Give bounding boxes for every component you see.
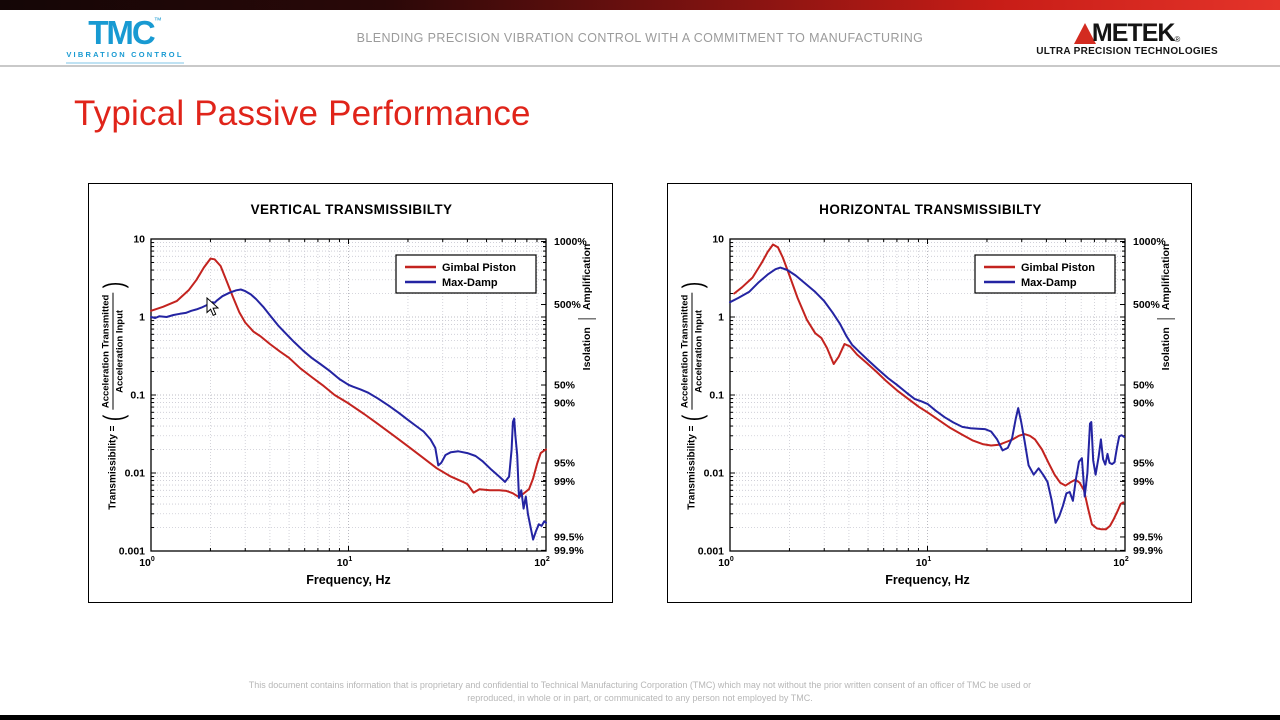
x-tick-label: $10^2$ xyxy=(1113,556,1129,569)
bottom-bar xyxy=(0,715,1280,720)
y-tick-label: 0.01 xyxy=(124,467,145,480)
right-axis-percent-label: 95% xyxy=(1133,457,1155,470)
y-tick-label: 0.001 xyxy=(697,545,724,558)
x-tick-label: $10^0$ xyxy=(718,556,734,569)
formula-numerator: Acceleration Transmitted xyxy=(100,294,112,409)
right-axis-percent-label: 50% xyxy=(554,379,576,392)
formula-denominator: Acceleration Input xyxy=(693,309,705,393)
chart-title: HORIZONTAL TRANSMISSIBILTY xyxy=(819,202,1042,217)
confidentiality-line-1: This document contains information that is proprietary and confidential to Technical Manufacturing Corporation (TMC) which may not without the prior written consent of an officer of TMC be used or xyxy=(248,680,1032,690)
legend-label: Gimbal Piston xyxy=(1021,262,1095,274)
tmc-trademark: ™ xyxy=(153,16,162,25)
right-axis-percent-label: 95% xyxy=(554,457,576,470)
open-paren: ( xyxy=(676,414,707,422)
y-tick-label: 0.1 xyxy=(709,389,724,402)
vertical-transmissibility-chart xyxy=(88,183,613,603)
horizontal-transmissibility-chart xyxy=(667,183,1192,603)
amplification-label: Amplification xyxy=(1160,243,1172,311)
right-axis-percent-label: 90% xyxy=(554,397,576,410)
right-axis-percent-label: 50% xyxy=(1133,379,1155,392)
y-tick-label: 0.001 xyxy=(118,545,145,558)
vertical-chart-plot xyxy=(89,184,614,604)
tmc-logo-text: TMC xyxy=(88,14,154,51)
right-axis-percent-label: 500% xyxy=(1133,299,1160,312)
x-tick-label: $10^1$ xyxy=(915,556,932,569)
open-paren: ( xyxy=(97,414,128,422)
ametek-logo-text: METEK xyxy=(1091,19,1175,47)
x-axis-label: Frequency, Hz xyxy=(885,573,970,587)
x-axis-label: Frequency, Hz xyxy=(306,573,391,587)
y-tick-label: 1 xyxy=(718,311,724,324)
right-axis-percent-label: 1000% xyxy=(1133,235,1166,248)
ametek-logo-subtext: ULTRA PRECISION TECHNOLOGIES xyxy=(1036,46,1218,57)
close-paren: ) xyxy=(97,281,128,289)
y-tick-label: 1 xyxy=(139,311,145,324)
x-tick-label: $10^2$ xyxy=(534,556,550,569)
right-axis-percent-label: 90% xyxy=(1133,397,1155,410)
amplification-label: Amplification xyxy=(581,243,593,311)
y-tick-label: 10 xyxy=(712,233,724,246)
header-tagline: BLENDING PRECISION VIBRATION CONTROL WITH A COMMITMENT TO MANUFACTURING xyxy=(356,31,924,45)
tmc-logo-subtext: VIBRATION CONTROL xyxy=(66,50,184,59)
y-tick-label: 0.1 xyxy=(130,389,145,402)
right-axis-percent-label: 1000% xyxy=(554,235,587,248)
page-title: Typical Passive Performance xyxy=(74,94,531,133)
right-axis-percent-label: 500% xyxy=(554,299,581,312)
right-axis-percent-label: 99.9% xyxy=(554,544,584,557)
ametek-registered-mark: ® xyxy=(1174,35,1181,44)
series-curve-max-damp xyxy=(151,290,546,540)
right-axis-percent-label: 99% xyxy=(554,475,576,488)
x-tick-label: $10^1$ xyxy=(336,556,353,569)
header xyxy=(0,10,1280,67)
legend-label: Gimbal Piston xyxy=(442,262,516,274)
x-tick-label: $10^0$ xyxy=(139,556,155,569)
right-axis-percent-label: 99.9% xyxy=(1133,544,1163,557)
legend-label: Max-Damp xyxy=(1021,277,1077,289)
formula-denominator: Acceleration Input xyxy=(114,309,126,393)
mouse-cursor xyxy=(206,297,220,317)
right-axis-percent-label: 99.5% xyxy=(1133,531,1163,544)
chart-title: VERTICAL TRANSMISSIBILTY xyxy=(250,202,453,217)
formula-numerator: Acceleration Transmitted xyxy=(679,294,691,409)
close-paren: ) xyxy=(676,281,707,289)
confidentiality-notice xyxy=(0,679,1280,705)
top-gradient-bar xyxy=(0,0,1280,10)
formula-prefix: Transmissibility = xyxy=(107,425,119,510)
formula-prefix: Transmissibility = xyxy=(686,425,698,510)
horizontal-chart-plot xyxy=(668,184,1193,604)
confidentiality-line-2: reproduced, in whole or in part, or communicated to any person not employed by TMC. xyxy=(467,693,813,703)
legend-label: Max-Damp xyxy=(442,277,498,289)
y-tick-label: 10 xyxy=(133,233,145,246)
right-axis-percent-label: 99.5% xyxy=(554,531,584,544)
isolation-label: Isolation xyxy=(581,327,593,371)
ametek-logo xyxy=(1036,19,1218,57)
isolation-label: Isolation xyxy=(1160,327,1172,371)
y-tick-label: 0.01 xyxy=(703,467,724,480)
right-axis-percent-label: 99% xyxy=(1133,475,1155,488)
